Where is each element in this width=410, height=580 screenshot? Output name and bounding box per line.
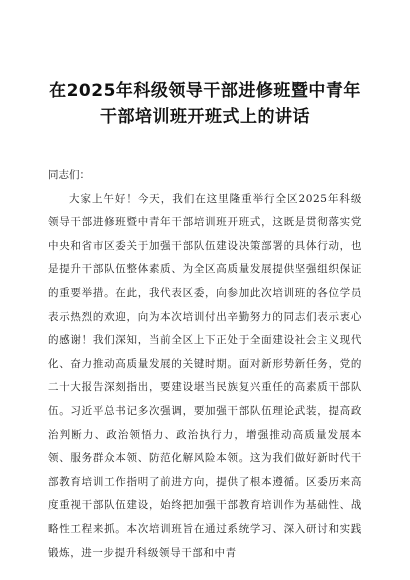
body-paragraph: 大家上午好！今天，我们在这里隆重举行全区2025年科级领导干部进修班暨中青年干部培训班开班式，这既是贯彻落实党中央和省市区委关于加强干部队伍建设决策部署的具体行动，也是提升干部队伍整体素质、为全区高质量发展提供坚强组织保证的重要举措。在此，我代表区委，向参加此次培训班的各位学员表示热烈的欢迎，向为本次培训付出辛勤努力的同志们表示衷心的感谢！我们深知，当前全区上下正处于全面建设社会主义现代化、奋力推动高质量发展的关键时期。面对新形势新任务，党的二十大报告深刻指出，要建设堪当民族复兴重任的高素质干部队伍。习近平总书记多次强调，要加强干部队伍理论武装，提高政治判断力、政治领悟力、政治执行力，增强推动高质量发展本领、服务群众本领、防范化解风险本领。这为我们做好新时代干部教育培训工作指明了前进方向，提供了根本遵循。区委历来高度重视干部队伍建设，始终把加强干部教育培训作为基础性、战略性工程来抓。本次培训班旨在通过系统学习、深入研讨和实践锻炼，进一步提升科级领导干部和中青 [48, 192, 362, 559]
salutation: 同志们： [48, 169, 90, 181]
title-line-1: 在2025年科级领导干部进修班暨中青年 [49, 81, 361, 101]
title-line-2: 干部培训班开班式上的讲话 [100, 107, 310, 127]
document-title [48, 78, 362, 130]
